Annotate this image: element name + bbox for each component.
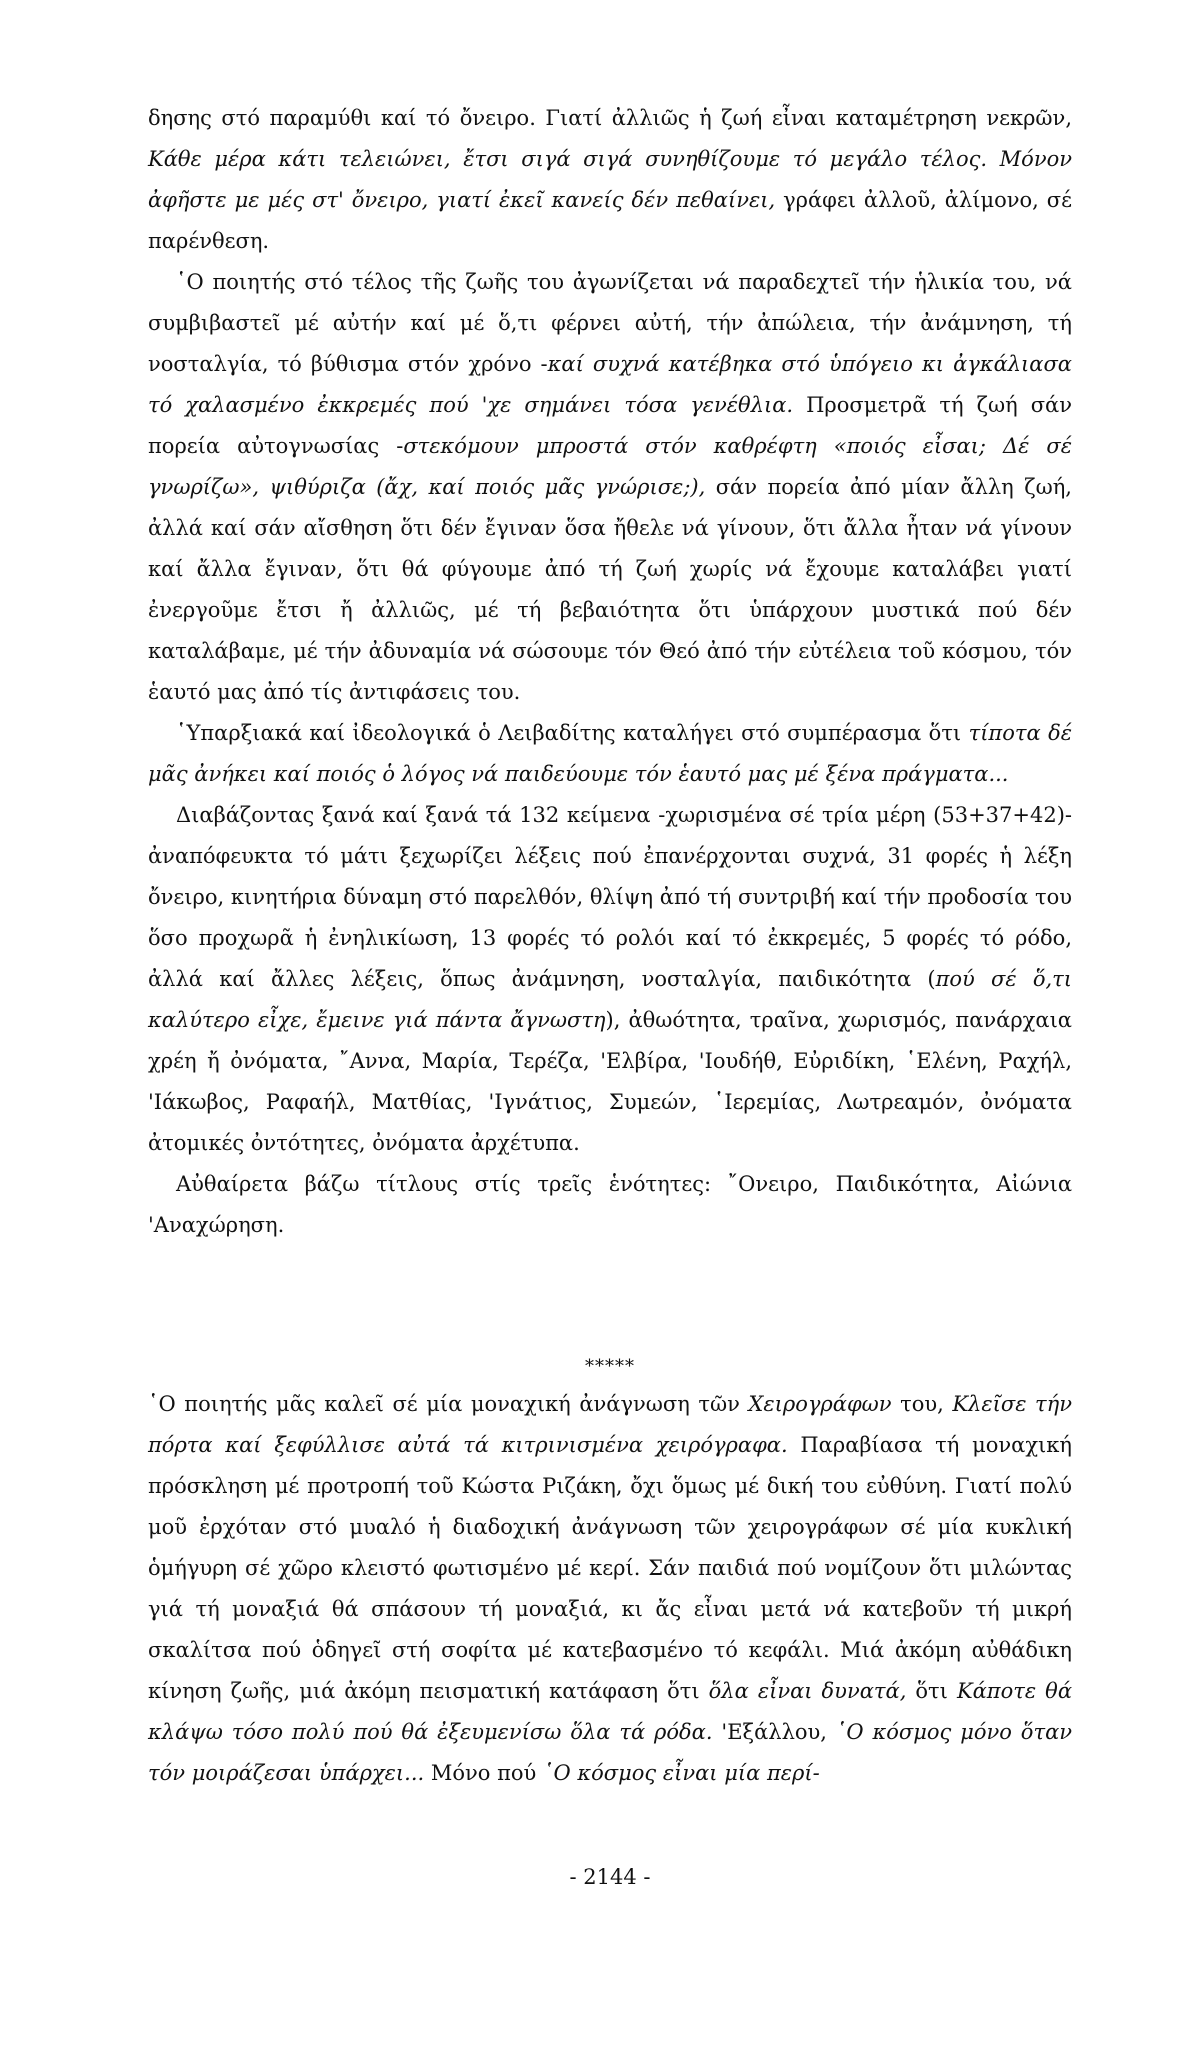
body-text: Αὐθαίρετα βάζω τίτλους στίς τρεῖς ἑνότητες: ῎Ονειρο, Παιδικότητα, Αἰώνια 'Αναχώρηση. xyxy=(148,1172,1072,1237)
body-text: δησης στό παραμύθι καί τό ὄνειρο. Γιατί ἀλλιῶς ἡ ζωή εἶναι καταμέτρηση νεκρῶν, xyxy=(148,106,1072,130)
quoted-text: Κλεῖσε τήν πόρτα καί ξεφύλλισε αὐτά τά κιτρινισμένα χειρόγραφα. xyxy=(148,1392,1072,1457)
body-text: ῾Υπαρξιακά καί ἰδεολογικά ὁ Λειβαδίτης καταλήγει στό συμπέρασμα ὅτι xyxy=(176,721,969,745)
body-text: του, xyxy=(891,1392,953,1416)
body-text: ), ἀθωότητα, τραῖνα, χωρισμός, πανάρχαια χρέη ἤ ὀνόματα, ῎Αννα, Μαρία, Τερέζα, 'Ελβίρα, 'Ιουδήθ, Εὐριδίκη, ῾Ελένη, Ραχήλ, 'Ιάκωβος, Ραφαήλ, Ματθίας, 'Ιγνάτιος, Συμεών, ῾Ιερεμίας, Λωτρεαμόν, ὀνόματα ἀτομικές ὀντότητες, ὀνόματα ἀρχέτυπα. xyxy=(148,1008,1072,1155)
body-text: Μόνο πού xyxy=(424,1761,543,1785)
body-text: Προσμετρᾶ τή ζωή σάν πορεία αὐτογνωσίας - xyxy=(148,393,1072,458)
body-text: ὅτι xyxy=(906,1679,957,1703)
paragraph xyxy=(148,795,1072,1164)
quoted-text: πού σέ ὅ,τι καλύτερο εἶχε, ἔμεινε γιά πάντα ἄγνωστη xyxy=(148,967,1072,1032)
quoted-text: ὅλα εἶναι δυνατά, xyxy=(708,1679,907,1703)
body-text: Παραβίασα τή μοναχική πρόσκληση μέ προτροπή τοῦ Κώστα Ριζάκη, ὄχι ὅμως μέ δική του εὐθύνη. Γιατί πολύ μοῦ ἐρχόταν στό μυαλό ἡ διαδοχική ἀνάγνωση τῶν χειρογράφων σέ μία κυκλική ὁμήγυρη σέ χῶρο κλειστό φωτισμένο μέ κερί. Σάν παιδιά πού νομίζουν ὅτι μιλώντας γιά τή μοναξιά θά σπάσουν τή μοναξιά, κι ἄς εἶναι μετά νά κατεβοῦν τή μικρή σκαλίτσα πού ὁδηγεῖ στή σοφίτα μέ κατεβασμένο τό κεφάλι. Μιά ἀκόμη αὐθάδικη κίνηση ζωῆς, μιά ἀκόμη πεισματική κατάφαση ὅτι xyxy=(148,1433,1072,1703)
page-number: - 2144 - xyxy=(569,1865,651,1889)
text-column-top xyxy=(148,98,1072,1246)
paragraph xyxy=(148,1384,1072,1794)
body-text: γράφει ἀλλοῦ, ἀλίμονο, σέ παρένθεση. xyxy=(148,188,1072,253)
body-text: 'Εξάλλου, xyxy=(712,1720,836,1744)
quoted-text: ῾Ο κόσμος μόνο ὅταν τόν μοιράζεσαι ὑπάρχει... xyxy=(148,1720,1073,1785)
quoted-text: Κάθε μέρα κάτι τελειώνει, ἔτσι σιγά σιγά συνηθίζουμε τό μεγάλο τέλος. Μόνον ἀφῆστε με μές στ' ὄνειρο, γιατί ἐκεῖ κανείς δέν πεθαίνει, xyxy=(148,147,1072,212)
paragraph xyxy=(148,262,1072,713)
paragraph xyxy=(148,98,1072,262)
section-separator: ***** xyxy=(585,1356,635,1377)
body-text: ῾Ο ποιητής μᾶς καλεῖ σέ μία μοναχική ἀνάγνωση τῶν xyxy=(148,1392,749,1416)
body-text: σάν πορεία ἀπό μίαν ἄλλη ζωή, ἀλλά καί σάν αἴσθηση ὅτι δέν ἔγιναν ὅσα ἤθελε νά γίνουν, ὅτι ἄλλα ἦταν νά γίνουν καί ἄλλα ἔγιναν, ὅτι θά φύγουμε ἀπό τή ζωή χωρίς νά ἔχουμε καταλάβει γιατί ἐνεργοῦμε ἔτσι ἤ ἀλλιῶς, μέ τή βεβαιότητα ὅτι ὑπάρχουν μυστικά πού δέν καταλάβαμε, μέ τήν ἀδυναμία νά σώσουμε τόν Θεό ἀπό τήν εὐτέλεια τοῦ κόσμου, τόν ἑαυτό μας ἀπό τίς ἀντιφάσεις του. xyxy=(148,475,1072,704)
text-column-bottom xyxy=(148,1384,1072,1794)
quoted-text: τίποτα δέ μᾶς ἀνήκει καί ποιός ὁ λόγος νά παιδεύουμε τόν ἑαυτό μας μέ ξένα πράγματα... xyxy=(148,721,1072,786)
body-text: Διαβάζοντας ξανά καί ξανά τά 132 κείμενα -χωρισμένα σέ τρία μέρη (53+37+42)- ἀναπόφευκτα τό μάτι ξεχωρίζει λέξεις πού ἐπανέρχονται συχνά, 31 φορές ἡ λέξη ὄνειρο, κινητήρια δύναμη στό παρελθόν, θλίψη ἀπό τή συντριβή καί τήν προδοσία του ὅσο προχωρᾶ ἡ ἐνηλικίωση, 13 φορές τό ρολόι καί τό ἐκκρεμές, 5 φορές τό ρόδο, ἀλλά καί ἄλλες λέξεις, ὅπως ἀνάμνηση, νοσταλγία, παιδικότητα ( xyxy=(148,803,1072,991)
paragraph xyxy=(148,1164,1072,1246)
quoted-text: στεκόμουν μπροστά στόν καθρέφτη «ποιός εἶσαι; Δέ σέ γνωρίζω», ψιθύριζα (ἄχ, καί ποιός μᾶς γνώρισε;), xyxy=(148,434,1072,499)
quoted-text: Κάποτε θά κλάψω τόσο πολύ πού θά ἐξευμενίσω ὅλα τά ρόδα. xyxy=(148,1679,1072,1744)
quoted-text: καί συχνά κατέβηκα στό ὑπόγειο κι ἀγκάλιασα τό χαλασμένο ἐκκρεμές πού 'χε σημάνει τόσα γενέθλια. xyxy=(148,352,1072,417)
body-text: ῾Ο ποιητής στό τέλος τῆς ζωῆς του ἀγωνίζεται νά παραδεχτεῖ τήν ἡλικία του, νά συμβιβαστεῖ μέ αὐτήν καί μέ ὅ,τι φέρνει αὐτή, τήν ἀπώλεια, τήν ἀνάμνηση, τή νοσταλγία, τό βύθισμα στόν χρόνο - xyxy=(148,270,1072,376)
quoted-text: Χειρογράφων xyxy=(748,1392,892,1416)
paragraph xyxy=(148,713,1072,795)
quoted-text: ῾Ο κόσμος εἶναι μία περί- xyxy=(542,1761,820,1785)
